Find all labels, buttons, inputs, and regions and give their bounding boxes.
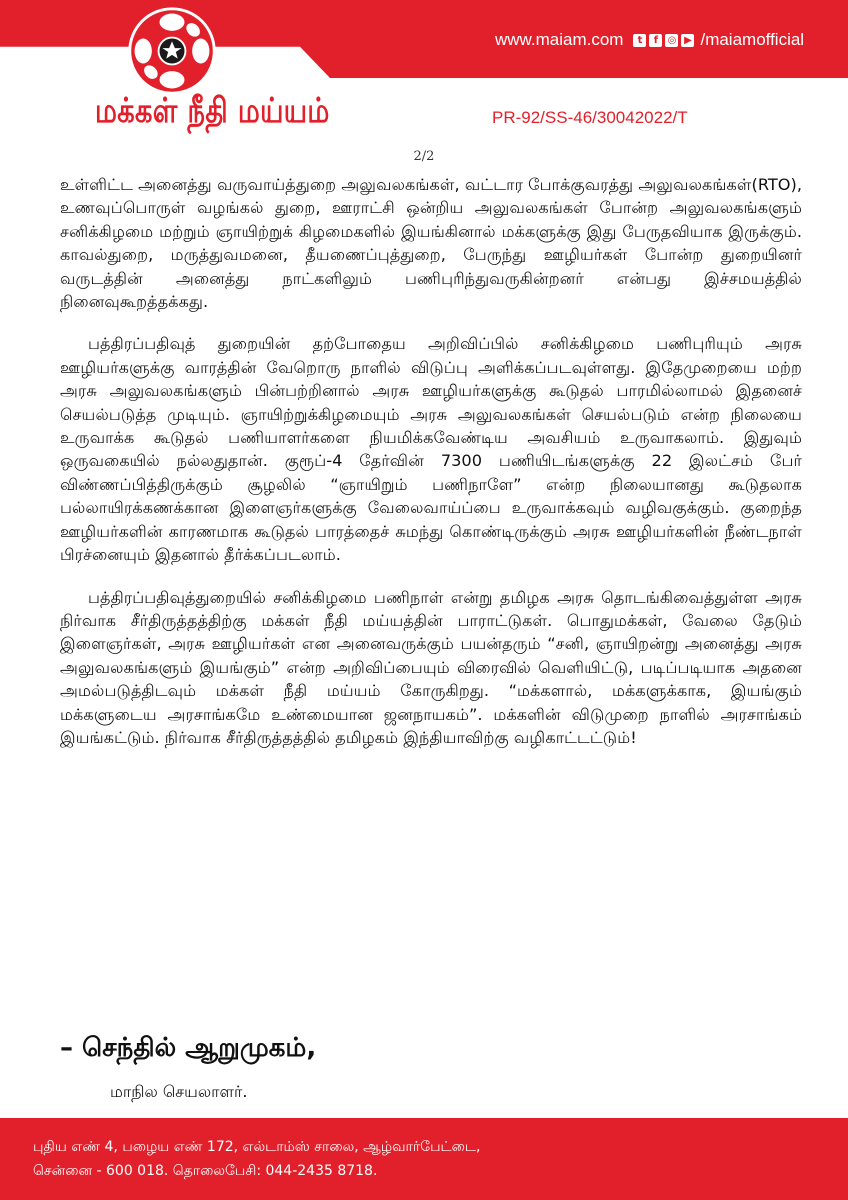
party-logo-icon [123,3,221,99]
instagram-icon[interactable]: ◎ [665,34,678,47]
press-release-body [60,173,802,768]
social-handle[interactable]: /maiamofficial [700,30,805,49]
paragraph-3: பத்திரப்பதிவுத்துறையில் சனிக்கிழமை பணிநாள் என்று தமிழக அரசு தொடங்கிவைத்துள்ள அரசு நிர்வாக சீர்திருத்தத்திற்கு மக்கள் நீதி மய்யத்தின் பாராட்டுகள். பொதுமக்கள், வேலை தேடும் இளைஞர்கள், அரசு ஊழியர்கள் என அனைவருக்கும் பயன்தரும் “சனி, ஞாயிறன்று அனைத்து அரசு அலுவலகங்களும் இயங்கும்” என்ற அறிவிப்பையும் விரைவில் வெளியிட்டு, படிப்படியாக அதனை அமல்படுத்திடவும் மக்கள் நீதி மய்யம் கோருகிறது. “மக்களால், மக்களுக்காக, இயங்கும் மக்களுடைய அரசாங்கமே உண்மையான ஜனநாயகம்”. மக்களின் விடுமுறை நாளில் அரசாங்கம் இயங்கட்டும். நிர்வாக சீர்திருத்தத்தில் தமிழகம் இந்தியாவிற்கு வழிகாட்டட்டும்! [60,587,802,747]
address-line-2: சென்னை - 600 018. தொலைபேசி: 044-2435 8718. [33,1163,378,1179]
signatory-name: – செந்தில் ஆறுமுகம், [60,1033,317,1063]
signatory-title: மாநில செயலாளர். [110,1082,248,1101]
social-icons [633,34,694,47]
paragraph-1: உள்ளிட்ட அனைத்து வருவாய்த்துறை அலுவலகங்கள், வட்டார போக்குவரத்து அலுவலகங்கள்(RTO), உணவுப்பொருள் வழங்கல் துறை, ஊராட்சி ஒன்றிய அலுவலகங்கள் போன்ற அலுவலகங்களும் சனிக்கிழமை மற்றும் ஞாயிற்றுக் கிழமைகளில் இயங்கினால் மக்களுக்கு இது பேருதவியாக இருக்கும். காவல்துறை, மருத்துவமனை, தீயணைப்புத்துறை, பேருந்து ஊழியர்கள் போன்ற துறையினர் வருடத்தின் அனைத்து நாட்களிலும் பணிபுரிந்துவருகின்றனர் என்பது இச்சமயத்தில் நினைவுகூறத்தக்கது. [60,175,802,312]
brand-name: மக்கள் நீதி மய்யம் [95,92,330,131]
address-line-1: புதிய எண் 4, பழைய எண் 172, எல்டாம்ஸ் சாலை, ஆழ்வார்பேட்டை, [33,1139,481,1155]
youtube-icon[interactable]: ▶ [681,34,694,47]
page-number: 2/2 [413,149,435,164]
facebook-icon[interactable]: f [649,34,662,47]
reference-code: PR-92/SS-46/30042022/T [492,108,688,127]
twitter-icon[interactable]: t [633,34,646,47]
web-links-row [495,28,804,52]
footer-address [33,1135,480,1183]
website-link[interactable]: www.maiam.com [495,30,624,49]
paragraph-2: பத்திரப்பதிவுத் துறையின் தற்போதைய அறிவிப்பில் சனிக்கிழமை பணிபுரியும் அரசு ஊழியர்களுக்கு வாரத்தின் வேறொரு நாளில் விடுப்பு அளிக்கப்படவுள்ளது. இதேமுறையை மற்ற அரசு அலுவலகங்களும் பின்பற்றினால் அரசு ஊழியர்களுக்கு கூடுதல் பாரமில்லாமல் இதனைச் செயல்படுத்த முடியும். ஞாயிற்றுக்கிழமையும் அரசு அலுவலகங்கள் செயல்படும் என்ற நிலையை உருவாக்க கூடுதல் பணியாளர்களை நியமிக்கவேண்டிய அவசியம் உருவாகலாம். இதுவும் ஒருவகையில் நல்லதுதான். குரூப்-4 தேர்வின் 7300 பணியிடங்களுக்கு 22 இலட்சம் பேர் விண்ணப்பித்திருக்கும் சூழலில் “ஞாயிறும் பணிநாளே” என்ற நிலையானது கூடுதலாக பல்லாயிரக்கணக்கான இளைஞர்களுக்கு வேலைவாய்ப்பை உருவாக்கவும் வழிவகுக்கும். குறைந்த ஊழியர்களின் காரணமாக கூடுதல் பாரத்தைச் சுமந்து கொண்டிருக்கும் அரசு ஊழியர்களின் நீண்டநாள் பிரச்னையும் இதனால் தீர்க்கப்படலாம். [60,334,802,565]
